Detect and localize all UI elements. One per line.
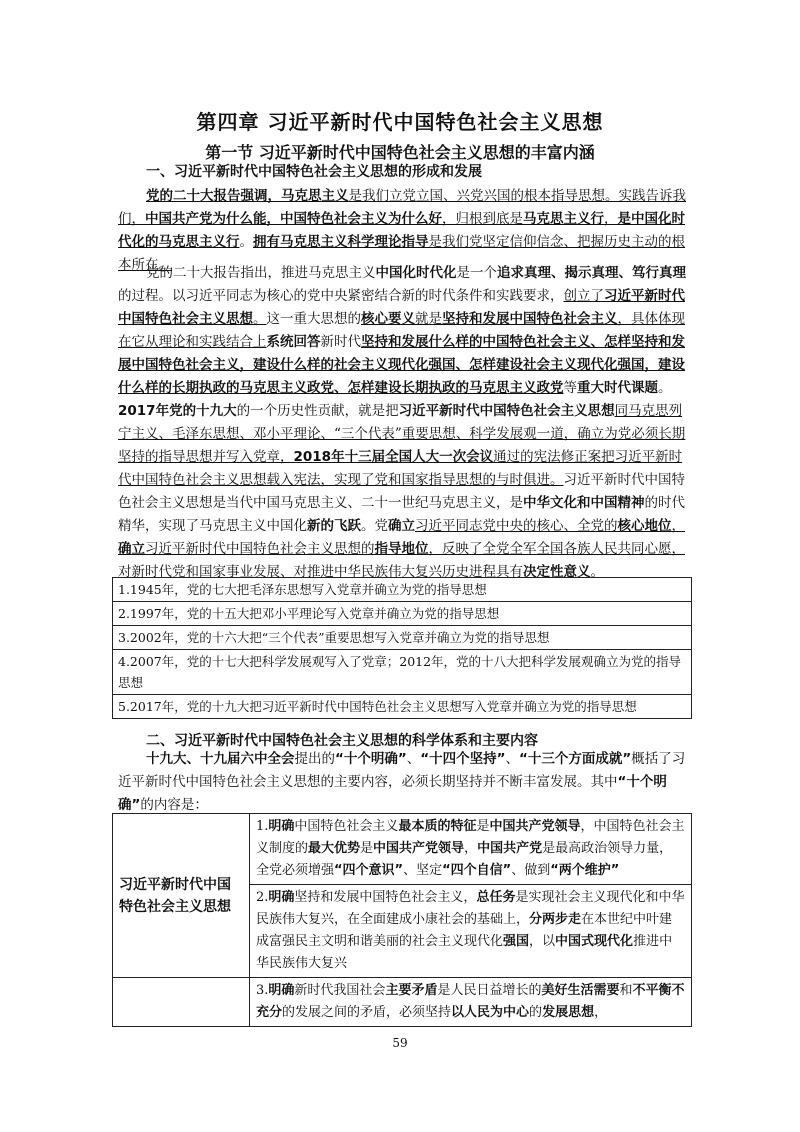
p1-run: 是我们党坚定信仰信念、把握历史主动的根本所在。	[118, 234, 685, 273]
p3-run: 十九大、十九届六中全会	[146, 751, 295, 767]
p3-run: 提出的	[294, 751, 335, 767]
p2-run: 习近平同志党中央的核心、全党的	[415, 518, 618, 534]
p3-run: 、	[505, 751, 519, 767]
p1-run: 党的二十大报告强调，马克思主义	[146, 188, 349, 204]
p2-run: 。	[658, 380, 672, 396]
clarification-run: 中国共产党	[477, 841, 543, 856]
p2-run: 同马克思列宁主义、毛泽东思想、邓小平理论、“三个代表”重要思想、科学发展观一道，确立为党必须长期坚持的指导思想并写入党章，	[118, 403, 686, 465]
clarification-run: 明确	[268, 983, 295, 998]
p2-run: 核心地位	[617, 518, 672, 534]
milestone-cell: 4.2007年，党的十七大把科学发展观写入了党章；2012年，党的十八大把科学发展观确立为党的指导思想	[113, 650, 692, 695]
clarification-run: 中国特色社会主义	[294, 819, 399, 834]
p1-run: ，归根到底是	[442, 211, 523, 227]
p1-run: 拥有马克思主义科学理论指导	[253, 234, 429, 250]
p1-run: 中国共产党为什么能，中国特色社会主义为什么好	[145, 211, 442, 227]
p2-run: 的一个历史性贡献，就是把	[236, 403, 399, 419]
clarification-run: 2.	[256, 890, 269, 905]
clarification-run: “四个意识”	[334, 863, 404, 878]
p2-run: 的时代精华，实现了马克思主义中国化	[118, 495, 685, 534]
ten-clarifications-table	[112, 813, 692, 1027]
p2-run: ，反映了全党全军全国各族人民共同心愿，对新时代党和国家事业发展、对推进中华民族伟大复兴历史进程具有	[118, 541, 685, 580]
clarification-run: 的	[529, 1005, 543, 1020]
section-title: 第一节 习近平新时代中国特色社会主义思想的丰富内涵	[205, 143, 595, 162]
clarification-run: 3.	[256, 983, 269, 998]
p2-run: 确立	[388, 518, 415, 534]
p3-run: 、	[406, 751, 421, 767]
clarification-run: 发展思想	[542, 1005, 595, 1020]
p2-run: 系统回答	[266, 334, 321, 350]
table-row	[113, 814, 692, 885]
clarification-item	[250, 814, 692, 885]
clarification-run: 明确	[268, 819, 295, 834]
clarification-run: 、做到	[511, 863, 551, 878]
clarification-item	[250, 978, 692, 1027]
empty-label-cell	[113, 978, 250, 1027]
p2-run: 指导地位	[374, 541, 429, 557]
p2-run: 创立了	[563, 288, 604, 304]
row-label: 习近平新时代中国特色社会主义思想	[113, 814, 250, 978]
clarification-run: 1.	[256, 819, 269, 834]
clarification-run: 新时代我国社会	[294, 983, 386, 998]
p2-run: 2018年十三届全国人大一次会议	[293, 449, 494, 465]
clarification-run: 的发展之间的矛盾，必须坚持	[282, 1005, 452, 1020]
p2-run: 。	[590, 564, 604, 580]
p2-run: 确立	[118, 541, 145, 557]
clarification-run: 是最高政治领导力量，全党必须增强	[256, 841, 673, 878]
clarification-run: 最大优势	[308, 841, 361, 856]
clarification-run: 是	[360, 841, 374, 856]
p1-run: ，	[604, 211, 618, 227]
clarification-run: 明确	[268, 890, 295, 905]
clarification-run: 主要矛盾	[385, 983, 438, 998]
table-row	[113, 626, 692, 650]
table-row	[113, 978, 692, 1027]
p2-run: 。党	[361, 518, 388, 534]
p2-run: ，具体体现在它从理论和实践结合上	[118, 311, 685, 350]
clarification-run: ，	[594, 1005, 608, 1020]
clarification-run: 坚持和发展中国特色社会主义，	[294, 890, 477, 905]
p2-run: 坚持和发展中国特色社会主义	[442, 311, 618, 327]
p2-run: 习近平新时代中国特色社会主义思想	[118, 288, 685, 327]
p3-run: “十个明确”	[118, 774, 667, 813]
clarification-run: “四个自信”	[442, 863, 512, 878]
clarification-run: 不平衡不充分	[256, 983, 685, 1020]
clarification-run: 是实现社会主义现代化和中华民族伟大复兴，在全面建成小康社会的基础上，	[256, 890, 685, 927]
p2-run: 习近平新时代中国特色社会主义思想	[398, 403, 615, 419]
milestone-cell: 5.2017年，党的十九大把习近平新时代中国特色社会主义思想写入党章并确立为党的指导思想	[113, 695, 692, 719]
chapter-title: 第四章 习近平新时代中国特色社会主义思想	[196, 110, 604, 134]
p3-run: 概括了习近平新时代中国特色社会主义思想的主要内容，必须长期坚持并不断丰富发展。其中	[118, 751, 686, 790]
p1-run: 。	[239, 234, 253, 250]
heading-2: 二、习近平新时代中国特色社会主义思想的科学体系和主要内容	[146, 733, 538, 749]
p2-run: 决定性意义	[523, 564, 591, 580]
p3-run: “十三个方面成就”	[519, 751, 632, 767]
p3-run: 的内容是：	[140, 797, 208, 813]
p2-run: 习近平新时代中国特色社会主义思想是当代中国马克思主义、二十一世纪马克思主义，是	[118, 472, 685, 511]
p2-run: 是一个	[456, 265, 497, 281]
table-row	[113, 578, 692, 602]
clarification-run: 、坚定	[403, 863, 443, 878]
clarification-run: 是人民日益增长的	[437, 983, 542, 998]
table-row	[113, 650, 692, 695]
heading-1: 一、习近平新时代中国特色社会主义思想的形成和发展	[146, 164, 482, 180]
clarification-run: 中国共产党领导	[489, 819, 581, 834]
p3-run: “十个明确”	[335, 751, 407, 767]
p1-run: 是我们立党立国、兴党兴国的根本指导思想。实践告诉我们，	[118, 188, 686, 227]
clarification-run: 中国共产党领导	[373, 841, 465, 856]
p2-run: 追求真理、揭示真理、笃行真理	[497, 265, 686, 281]
p2-run: 重大时代课题	[577, 380, 658, 396]
p2-run: 。	[253, 311, 267, 327]
clarification-run: 最本质的特征	[398, 819, 477, 834]
p2-run: 坚持和发展什么样的中国特色社会主义、怎样坚持和发展中国特色社会主义，建设什么样的社会主义现代化强国、怎样建设社会主义现代化强国，建设什么样的长期执政的马克思主义政党、怎样建设长期执政的马克思主义政党	[118, 334, 685, 396]
clarification-item	[250, 885, 692, 978]
clarification-run: “两个维护”	[550, 863, 620, 878]
p2-run: 核心要义	[361, 311, 415, 327]
p2-run: 2017年党的十九大	[118, 403, 237, 419]
clarification-run: 中国式现代化	[555, 934, 634, 949]
clarification-run: 推进中华民族伟大复兴	[256, 934, 673, 971]
paragraph-3	[118, 748, 690, 817]
clarification-run: 和	[619, 983, 633, 998]
clarification-run: 美好生活需要	[541, 983, 620, 998]
p2-run: 的过程。以习近平同志为核心的党中央紧密结合新的时代条件和实践要求，	[118, 288, 564, 304]
p1-run: 是中国化时代化的马克思主义行	[118, 211, 685, 250]
clarification-run: 在本世纪中叶建成富强民主文明和谐美丽的社会主义现代化	[256, 912, 673, 949]
clarification-run: 是	[476, 819, 490, 834]
p2-run: ，	[671, 518, 685, 534]
table-row	[113, 602, 692, 626]
clarification-run: 总任务	[476, 890, 516, 905]
p2-run: 新时代	[320, 334, 361, 350]
clarification-run: ，	[464, 841, 478, 856]
table-row	[113, 695, 692, 719]
milestone-table	[112, 577, 692, 719]
p2-run: 党的二十大报告指出，推进马克思主义	[146, 265, 376, 281]
clarification-run: 以人民为中心	[451, 1005, 530, 1020]
p2-run: 中华文化和中国精神	[523, 495, 645, 511]
p2-run: 这一重大思想的	[266, 311, 361, 327]
clarification-run: ，以	[529, 934, 556, 949]
p2-run: 就是	[415, 311, 442, 327]
p3-run: “十四个坚持”	[420, 751, 506, 767]
p2-run: 习近平新时代中国特色社会主义思想的	[145, 541, 375, 557]
clarification-run: ，中国特色社会主义制度的	[256, 819, 685, 856]
clarification-run: 分两步走	[529, 912, 582, 927]
milestone-cell: 3.2002年，党的十六大把“三个代表”重要思想写入党章并确立为党的指导思想	[113, 626, 692, 650]
p2-run: 通过的宪法修正案把习近平新时代中国特色社会主义思想载入宪法，实现了党和国家指导思想的与时俱进。	[118, 449, 683, 488]
p2-run: 等	[563, 380, 577, 396]
paragraph-2	[118, 262, 690, 584]
page-number: 59	[392, 1036, 408, 1050]
clarification-run: 强国	[503, 934, 530, 949]
milestone-cell: 2.1997年，党的十五大把邓小平理论写入党章并确立为党的指导思想	[113, 602, 692, 626]
p1-run: 马克思主义行	[523, 211, 604, 227]
milestone-cell: 1.1945年，党的七大把毛泽东思想写入党章并确立为党的指导思想	[113, 578, 692, 602]
p2-run: 中国化时代化	[375, 265, 457, 281]
p2-run: 新的飞跃	[307, 518, 361, 534]
